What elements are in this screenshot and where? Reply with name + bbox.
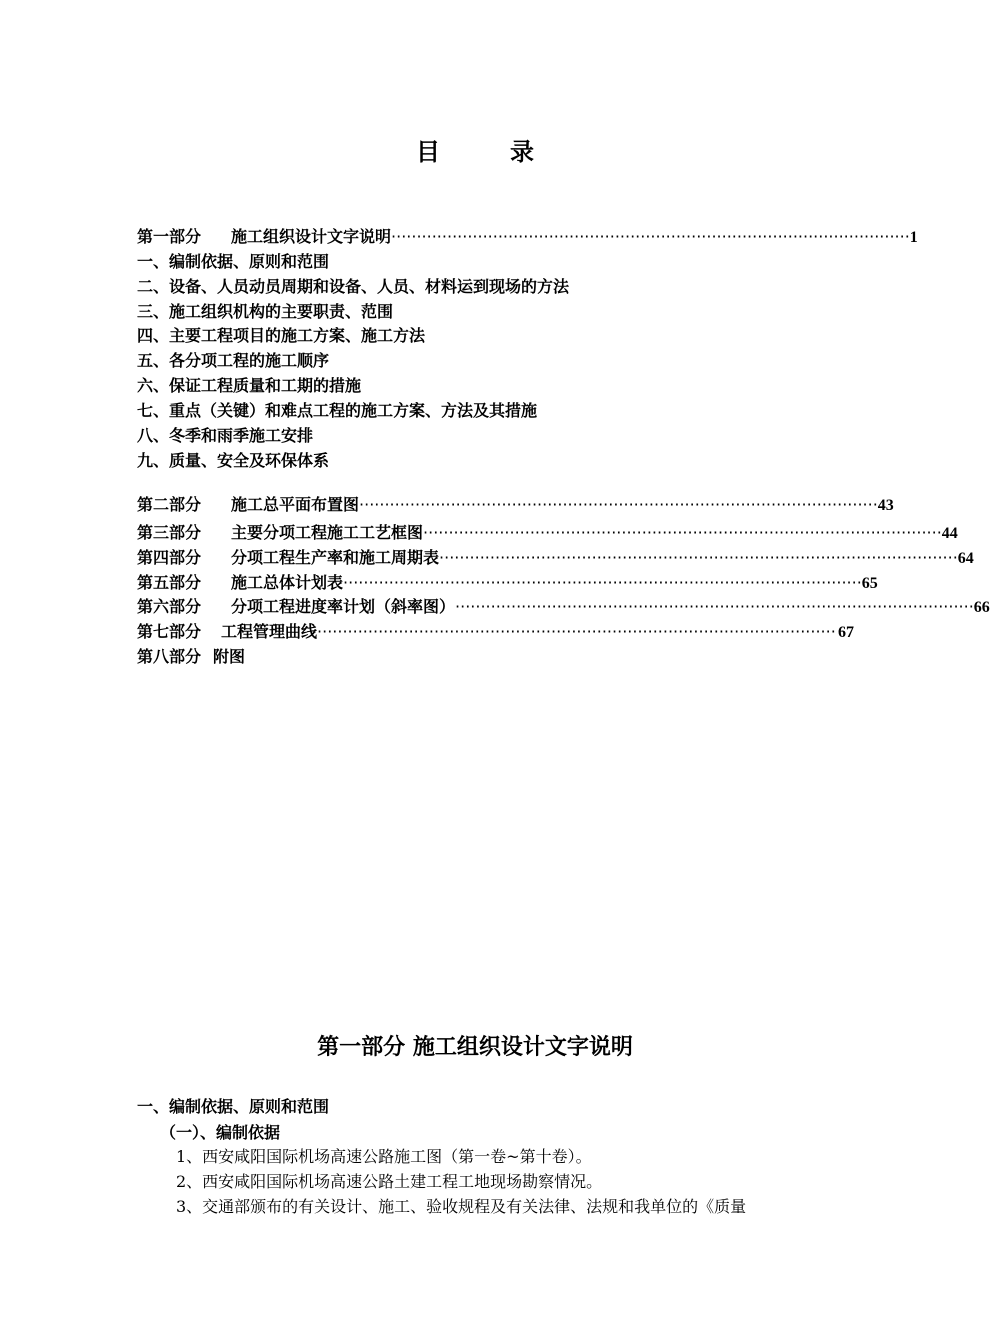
toc-part-title: 工程管理曲线 <box>221 622 318 641</box>
toc-entry-part8[interactable] <box>137 646 245 668</box>
toc-part-label: 第六部分 <box>137 597 202 616</box>
toc-entry-part3[interactable] <box>137 522 958 544</box>
toc-title <box>0 132 950 167</box>
toc-leader: ······································································································ <box>439 548 958 567</box>
toc-leader: ······································································································ <box>391 227 910 246</box>
toc-part-label: 第七部分 <box>137 622 202 641</box>
toc-chapter-3[interactable]: 三、施工组织机构的主要职责、范围 <box>137 302 394 321</box>
toc-entry-part6[interactable] <box>137 596 990 618</box>
toc-part-title: 主要分项工程施工工艺框图 <box>231 523 424 542</box>
toc-part-title: 施工总体计划表 <box>231 573 344 592</box>
paragraph-2: 2、西安咸阳国际机场高速公路土建工程工地现场勘察情况。 <box>176 1172 603 1191</box>
toc-entry-part5[interactable] <box>137 572 878 594</box>
toc-part-label: 第五部分 <box>137 573 202 592</box>
toc-chapter-1[interactable]: 一、编制依据、原则和范围 <box>137 252 330 271</box>
toc-part-title: 施工总平面布置图 <box>231 495 360 514</box>
toc-page-number: 1 <box>909 229 918 246</box>
toc-entry-part1[interactable] <box>137 226 918 248</box>
toc-chapter-7[interactable]: 七、重点（关键）和难点工程的施工方案、方法及其措施 <box>137 401 538 420</box>
toc-part-title: 分项工程进度率计划（斜率图） <box>231 597 456 616</box>
toc-page-number: 67 <box>838 624 854 641</box>
toc-page-number: 64 <box>957 550 974 567</box>
toc-part-label: 第四部分 <box>137 548 202 567</box>
toc-title-right: 录 <box>510 138 534 166</box>
toc-entry-part4[interactable] <box>137 547 974 569</box>
toc-part-title: 分项工程生产率和施工周期表 <box>231 548 440 567</box>
toc-entry-part2[interactable] <box>137 494 894 516</box>
toc-title-left: 目 <box>416 138 440 166</box>
toc-part-title: 附图 <box>213 647 246 666</box>
toc-chapter-2[interactable]: 二、设备、人员动员周期和设备、人员、材料运到现场的方法 <box>137 277 570 296</box>
toc-page-number: 43 <box>877 497 894 514</box>
toc-leader: ······································································································ <box>455 597 974 616</box>
toc-page-number: 65 <box>861 575 878 592</box>
toc-chapter-4[interactable]: 四、主要工程项目的施工方案、施工方法 <box>137 326 426 345</box>
toc-chapter-9[interactable]: 九、质量、安全及环保体系 <box>137 451 330 470</box>
toc-part-label: 第二部分 <box>137 495 202 514</box>
toc-part-label: 第八部分 <box>137 647 202 666</box>
toc-leader: ······································································································ <box>359 495 878 514</box>
toc-page-number: 66 <box>973 599 990 616</box>
toc-chapter-5[interactable]: 五、各分项工程的施工顺序 <box>137 351 330 370</box>
paragraph-1: 1、西安咸阳国际机场高速公路施工图（第一卷~第十卷）。 <box>176 1147 592 1166</box>
section-title: 第一部分 施工组织设计文字说明 <box>317 1035 633 1060</box>
toc-part-label: 第一部分 <box>137 227 202 246</box>
toc-chapter-8[interactable]: 八、冬季和雨季施工安排 <box>137 426 314 445</box>
paragraph-3: 3、交通部颁布的有关设计、施工、验收规程及有关法律、法规和我单位的《质量 <box>176 1197 747 1216</box>
toc-page-number: 44 <box>941 525 958 542</box>
toc-entry-part7[interactable] <box>137 621 854 643</box>
toc-part-title: 施工组织设计文字说明 <box>231 227 392 246</box>
toc-leader: ······································································································ <box>317 622 836 641</box>
heading-level1: 一、编制依据、原则和范围 <box>137 1097 330 1116</box>
toc-part-label: 第三部分 <box>137 523 202 542</box>
toc-leader: ······································································································ <box>343 573 862 592</box>
heading-level2: （一）、编制依据 <box>160 1123 281 1142</box>
toc-leader: ······································································································ <box>423 523 942 542</box>
toc-chapter-6[interactable]: 六、保证工程质量和工期的措施 <box>137 376 362 395</box>
